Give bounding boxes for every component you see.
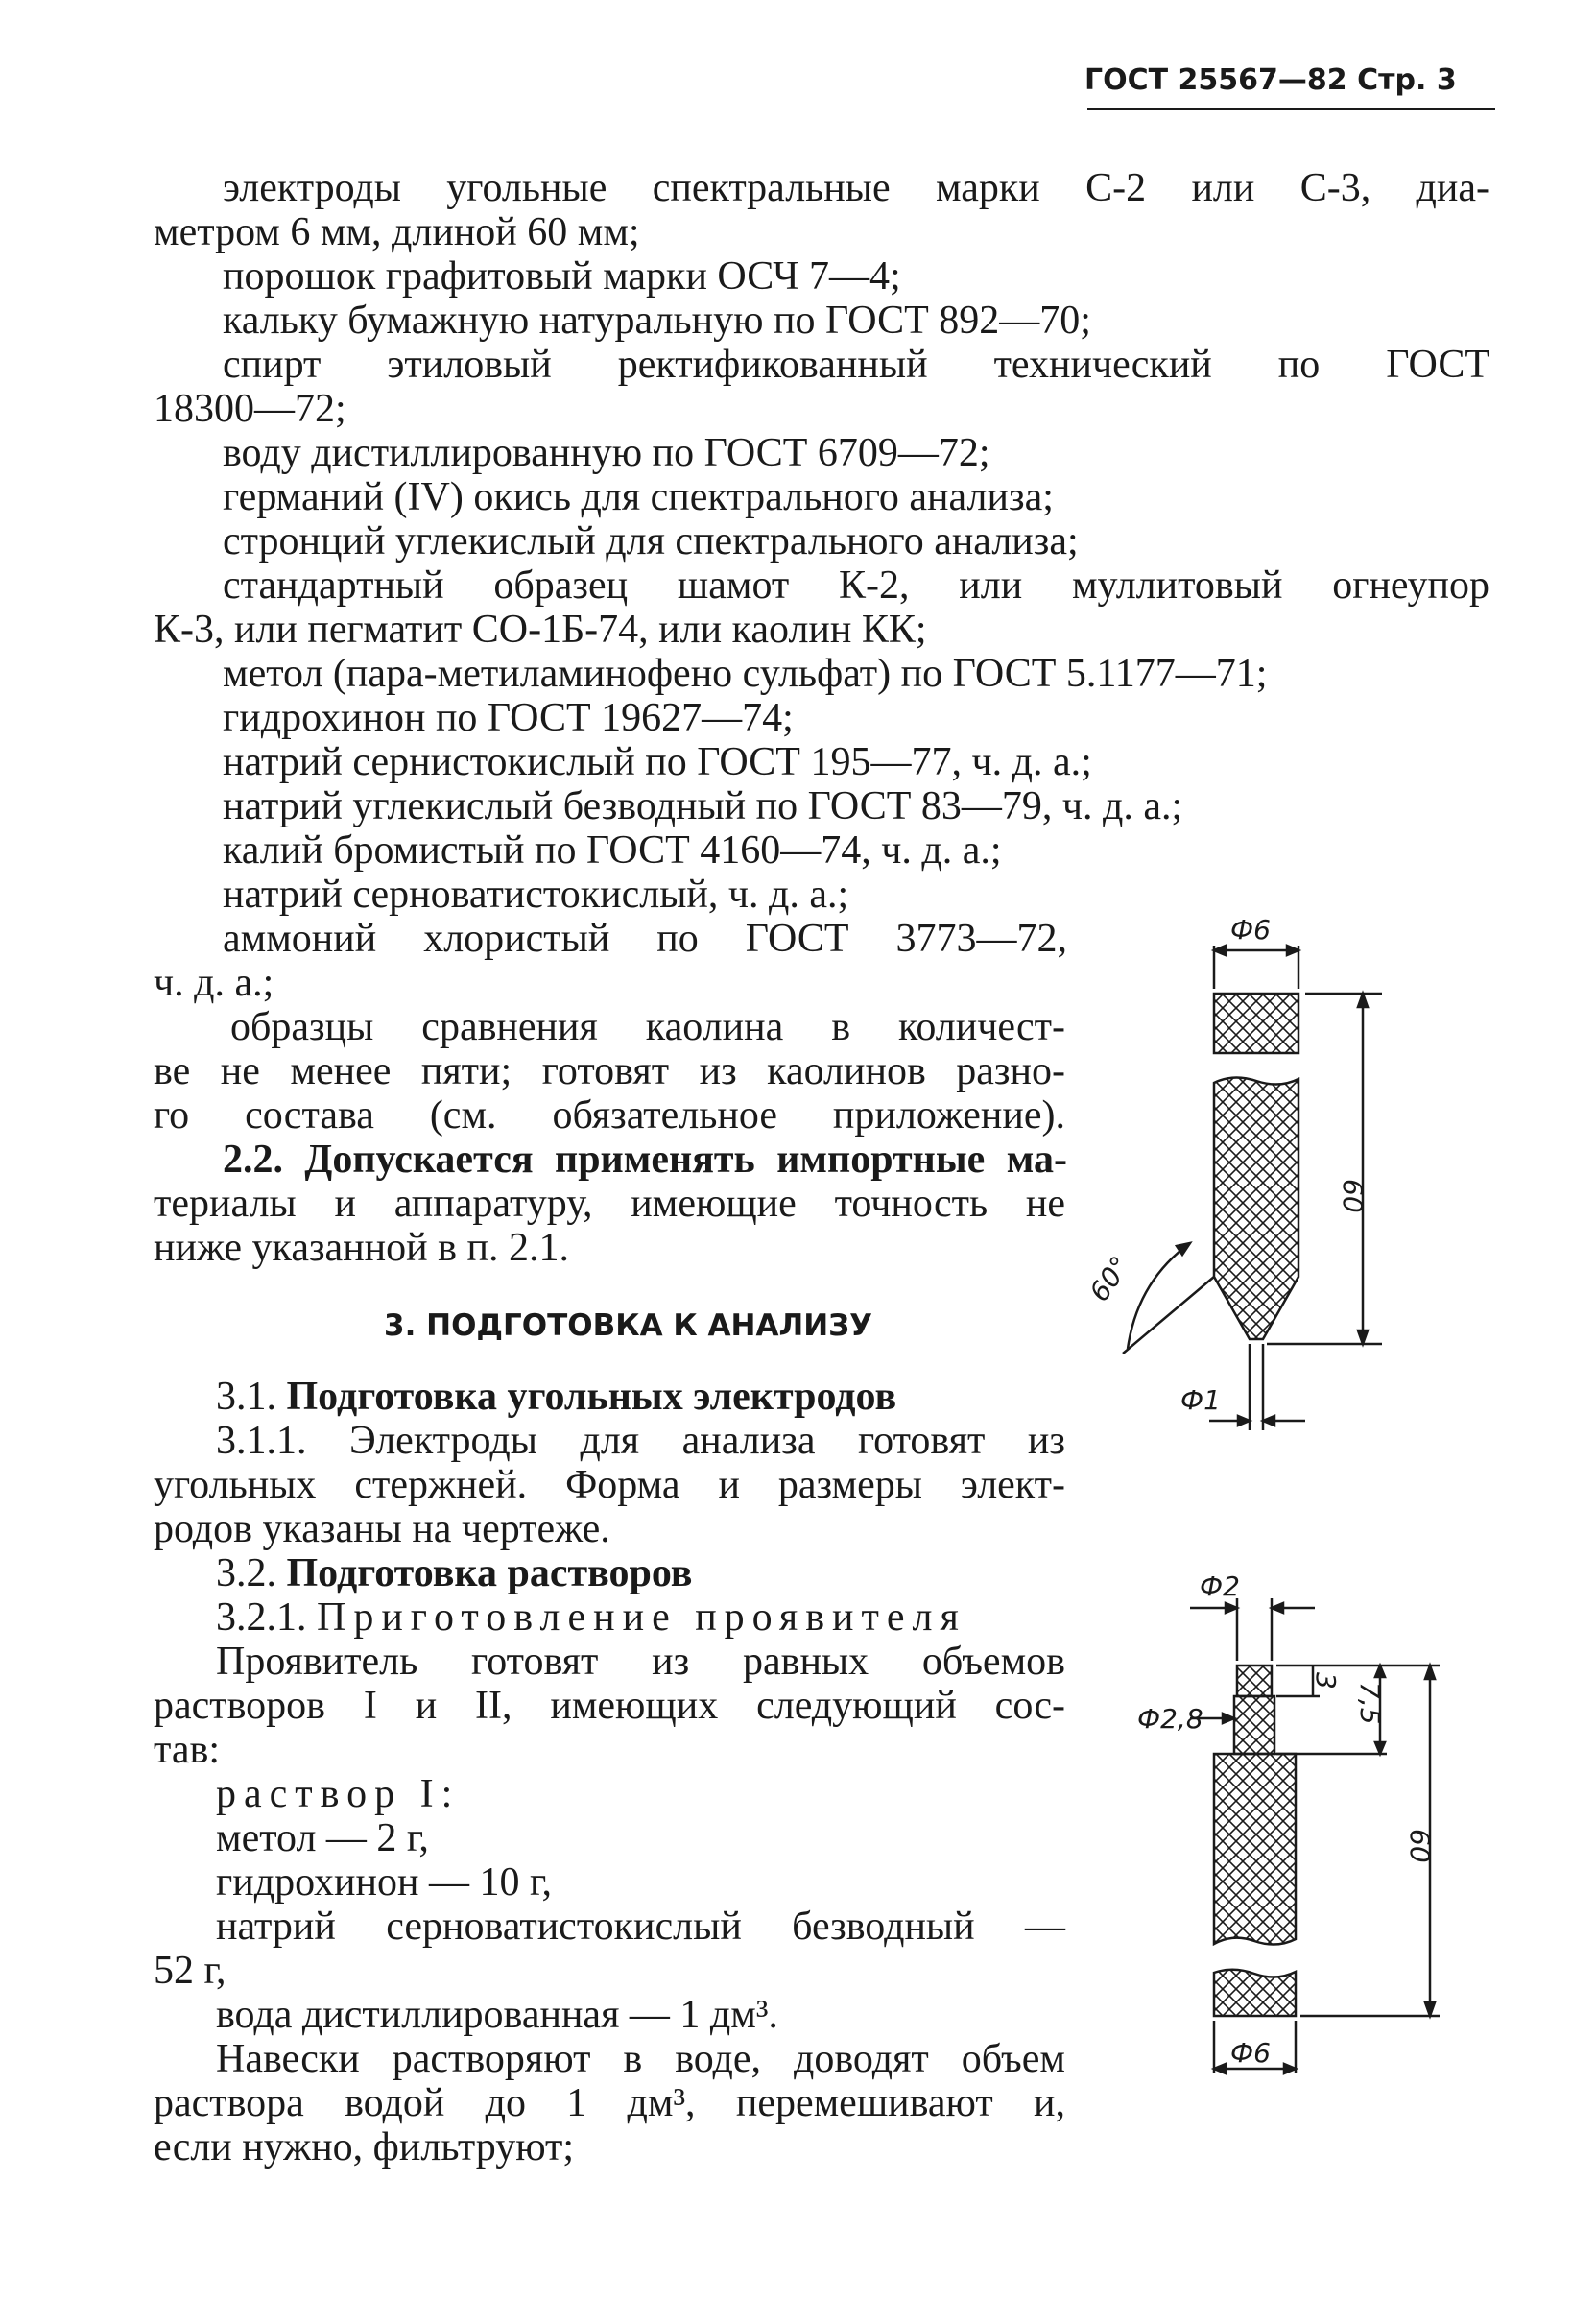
section-heading: 3. ПОДГОТОВКА К АНАЛИЗУ [384, 1308, 873, 1343]
electrode-tip [1237, 1666, 1272, 1696]
text-line: натрий углекислый безводный по ГОСТ 83—79, ч. д. а.; [223, 784, 1183, 828]
dim-label: Ф1 [1180, 1384, 1221, 1416]
text-line: ве не менее пяти; готовят из каолинов разно- [154, 1049, 1065, 1093]
dim-label: 60° [1083, 1250, 1137, 1308]
text-line: спирт этиловый ректификованный технический по ГОСТ [223, 343, 1489, 387]
text-line: порошок графитовый марки ОСЧ 7—4; [223, 254, 901, 299]
dim-label: Ф6 [1230, 914, 1271, 946]
text-line: 52 г, [154, 1949, 226, 1993]
text-line: аммоний хлористый по ГОСТ 3773—72, [223, 917, 1067, 961]
dim-label: 60 [1404, 1829, 1436, 1863]
text-line: тав: [154, 1728, 221, 1772]
dim-label: 60 [1337, 1179, 1369, 1213]
text-line: Навески растворяют в воде, доводят объем [216, 2037, 1065, 2081]
text-line: если нужно, фильтруют; [154, 2125, 575, 2169]
text-line: воду дистиллированную по ГОСТ 6709—72; [223, 431, 990, 475]
text-line: натрий сернистокислый по ГОСТ 195—77, ч. д. а.; [223, 740, 1092, 784]
text-line: гидрохинон по ГОСТ 19627—74; [223, 696, 794, 740]
dim-label: Ф6 [1230, 2037, 1271, 2069]
text-line: ч. д. а.; [154, 961, 274, 1005]
clause-number: 3.2. [216, 1551, 276, 1595]
clause-2-2-line: ниже указанной в п. 2.1. [154, 1226, 569, 1270]
text-line: метром 6 мм, длиной 60 мм; [154, 210, 640, 254]
electrode-bottom-piece [1214, 1970, 1296, 2016]
text-line: германий (IV) окись для спектрального анализа; [223, 475, 1054, 519]
page-header: ГОСТ 25567—82 Стр. 3 [1084, 63, 1457, 97]
text-line: гидрохинон — 10 г, [216, 1860, 552, 1905]
electrode-neck [1234, 1696, 1274, 1754]
dim-label: 3 [1310, 1672, 1342, 1690]
text-line: раствор I: [216, 1772, 461, 1816]
text-line: К-3, или пегматит СО-1Б-74, или каолин КК; [154, 608, 927, 652]
dim-label: Ф2,8 [1137, 1703, 1203, 1735]
text-line: стандартный образец шамот К-2, или муллитовый огнеупор [223, 563, 1489, 608]
text-line: метол (пара-метиламинофено сульфат) по ГОСТ 5.1177—71; [223, 652, 1268, 696]
text-line: го состава (см. обязательное приложение). [154, 1093, 1065, 1138]
dim-label: Ф2 [1200, 1570, 1240, 1602]
clause-number: 3.1. [216, 1375, 276, 1419]
dim-label: 7,5 [1354, 1682, 1386, 1725]
text-line: раствора водой до 1 дм³, перемешивают и, [154, 2081, 1065, 2125]
text-line: угольных стержней. Форма и размеры элект- [154, 1463, 1065, 1507]
text-line: родов указаны на чертеже. [154, 1507, 610, 1551]
electrode-body [1214, 1754, 1296, 1945]
text-line: натрий серноватистокислый безводный — [216, 1905, 1065, 1949]
text-line: кальку бумажную натуральную по ГОСТ 892—70; [223, 299, 1091, 343]
text-line: Проявитель готовят из равных объемов [216, 1640, 1065, 1684]
text-line: электроды угольные спектральные марки С-2 или С-3, диа- [223, 166, 1489, 210]
clause-title: Подготовка растворов [286, 1551, 693, 1595]
clause-number: 3.2.1. [216, 1595, 307, 1640]
text-line: калий бромистый по ГОСТ 4160—74, ч. д. а.; [223, 828, 1002, 873]
text-line: 3.1.1. Электроды для анализа готовят из [216, 1419, 1065, 1463]
text-line: метол — 2 г, [216, 1816, 429, 1860]
clause-2-2-line: 2.2. Допускается применять импортные ма- [223, 1138, 1067, 1182]
clause-title: Приготовление проявителя [317, 1595, 966, 1640]
clause-2-2-line: териалы и аппаратуру, имеющие точность не [154, 1182, 1065, 1226]
text-line: растворов I и II, имеющих следующий сос- [154, 1684, 1065, 1728]
text-line: вода дистиллированная — 1 дм³. [216, 1993, 778, 2037]
text-line: натрий серноватистокислый, ч. д. а.; [223, 873, 849, 917]
clause-title: Подготовка угольных электродов [286, 1375, 897, 1419]
text-line: образцы сравнения каолина в количест- [230, 1005, 1065, 1049]
text-line: стронций углекислый для спектрального анализа; [223, 519, 1079, 563]
text-line: 18300—72; [154, 387, 346, 431]
